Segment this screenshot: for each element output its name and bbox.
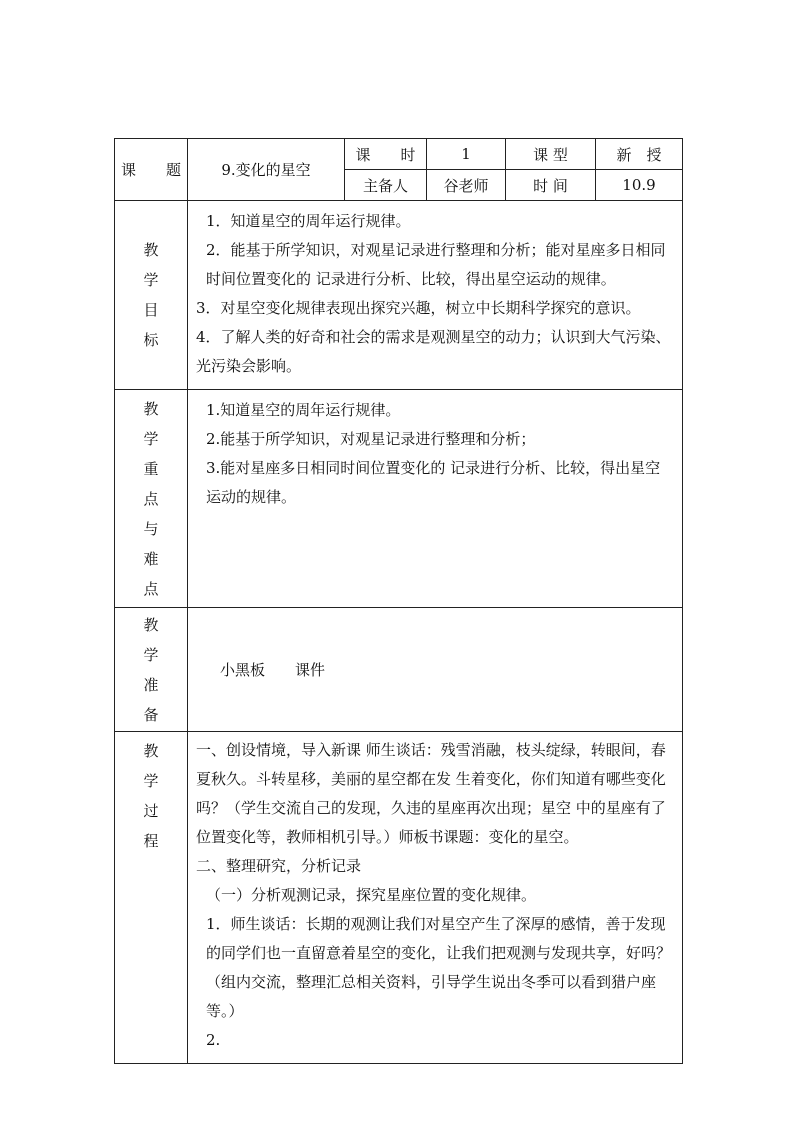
type-label: 课 型	[506, 139, 596, 170]
process-content	[188, 732, 683, 1064]
goal-item: 1．知道星空的周年运行规律。	[206, 212, 411, 230]
process-paragraph: 二、整理研究，分析记录	[196, 857, 362, 875]
process-label: 教 学 过 程	[115, 732, 188, 1064]
preparer-value: 谷老师	[427, 170, 506, 201]
goal-item: 2．能基于所学知识，对观星记录进行整理和分析；能对星座多日相同时间位置变化的 记录进行分析、比较，得出星空运动的规律。	[206, 241, 666, 288]
hours-label: 课 时	[345, 139, 427, 170]
goal-item: 4．了解人类的好奇和社会的需求是观测星空的动力；认识到大气污染、光污染会影响。	[196, 328, 671, 375]
prep-content: 小黑板 课件	[188, 608, 683, 732]
topic-label: 课 题	[115, 139, 188, 201]
preparer-label: 主备人	[345, 170, 427, 201]
time-value: 10.9	[596, 170, 683, 201]
keypoint-item: 2.能基于所学知识，对观星记录进行整理和分析；	[206, 430, 536, 448]
goals-label: 教 学 目 标	[115, 201, 188, 390]
prep-label: 教 学 准 备	[115, 608, 188, 732]
goal-item: 3．对星空变化规律表现出探究兴趣，树立中长期科学探究的意识。	[196, 299, 641, 317]
process-paragraph: （一）分析观测记录，探究星座位置的变化规律。	[206, 886, 537, 904]
time-label: 时 间	[506, 170, 596, 201]
type-value: 新 授	[596, 139, 683, 170]
goals-content	[188, 201, 683, 390]
keypoint-item: 3.能对星座多日相同时间位置变化的 记录进行分析、比较，得出星空运动的规律。	[206, 459, 661, 506]
process-paragraph: 1．师生谈话：长期的观测让我们对星空产生了深厚的感情，善于发现的同学们也一直留意着星空的变化，让我们把观测与发现共享，好吗？ （组内交流，整理汇总相关资料，引导学生说出冬季可以看到猎户座等。）	[206, 915, 672, 1020]
topic-value: 9.变化的星空	[188, 139, 345, 201]
process-paragraph: 一、创设情境，导入新课 师生谈话：残雪消融，枝头绽绿，转眼间，春夏秋久。斗转星移，美丽的星空都在发 生着变化，你们知道有哪些变化吗？（学生交流自己的发现，久违的星座再次出现；星空 中的星座有了位置变化等，教师相机引导。）师板书课题：变化的星空。	[196, 741, 666, 846]
hours-value: 1	[427, 139, 506, 170]
lesson-plan-table	[114, 138, 683, 1064]
keypoints-label: 教 学 重 点 与 难 点	[115, 390, 188, 608]
keypoint-item: 1.知道星空的周年运行规律。	[206, 401, 401, 419]
keypoints-content	[188, 390, 683, 608]
process-paragraph: 2.	[206, 1031, 221, 1049]
